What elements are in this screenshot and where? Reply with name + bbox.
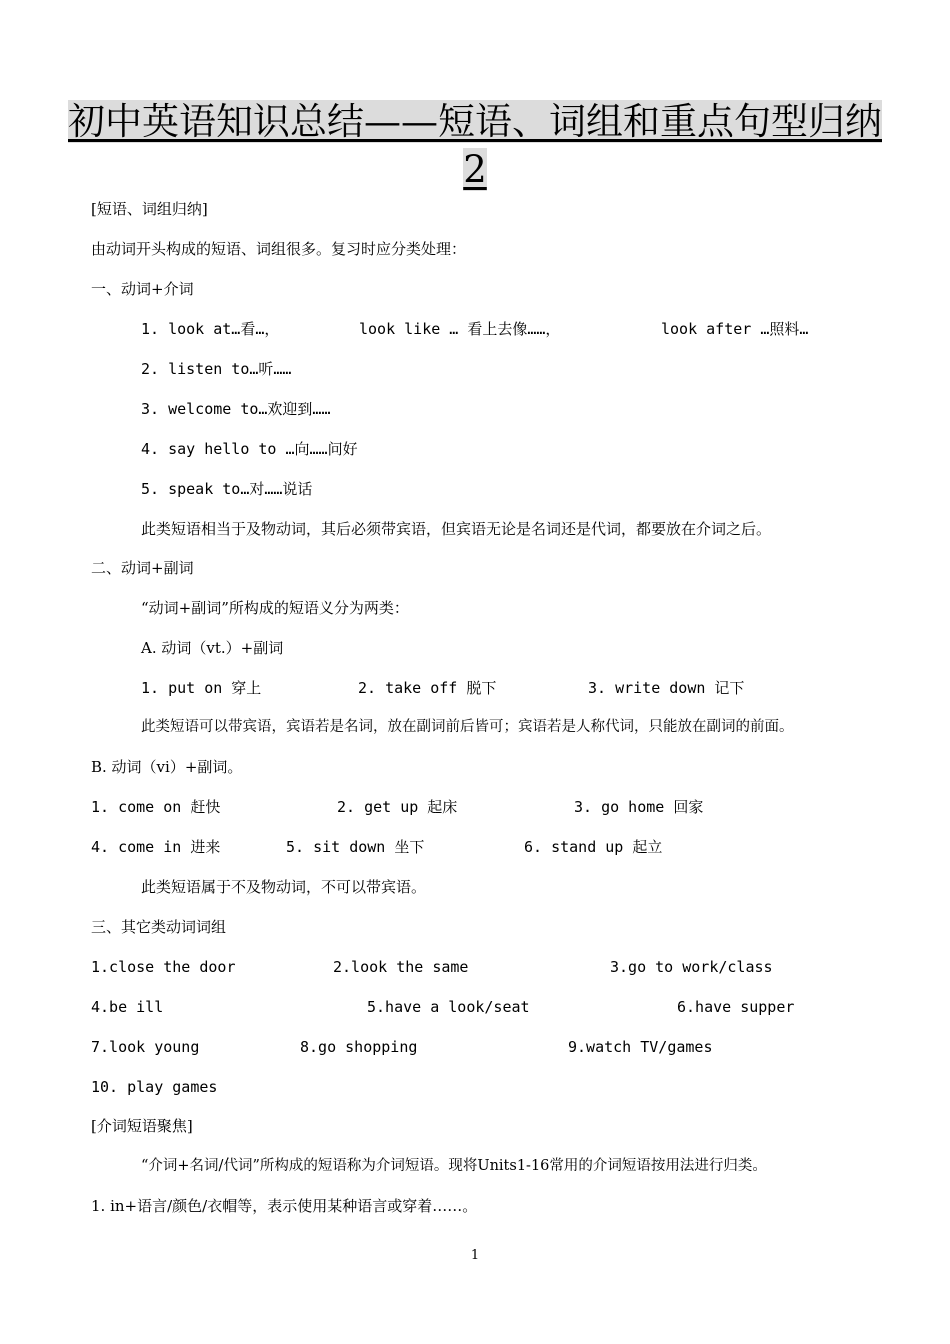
list-item: 1. come on 赶快 — [91, 798, 221, 816]
list-item: 2.look the same — [333, 958, 469, 976]
title-line-2: 2 — [463, 148, 487, 191]
list-item: 8.go shopping — [300, 1038, 418, 1056]
list-item: 3. go home 回家 — [574, 798, 704, 816]
subheading: A. 动词（vt.）+副词 — [141, 639, 284, 657]
list-item: 1.close the door — [91, 958, 236, 976]
list-item: 3. write down 记下 — [588, 679, 745, 697]
list-item: 7.look young — [91, 1038, 200, 1056]
list-item: 2. take off 脱下 — [358, 679, 497, 697]
list-item: 1. put on 穿上 — [141, 679, 262, 697]
section-label: [介词短语聚焦] — [91, 1117, 193, 1135]
section-label: [短语、词组归纳] — [91, 200, 208, 218]
list-item: 2. listen to…听…… — [141, 360, 292, 378]
list-item: 5. sit down 坐下 — [286, 838, 425, 856]
page-number: 1 — [470, 1248, 480, 1263]
list-item: 3. welcome to…欢迎到…… — [141, 400, 331, 418]
list-item: look after …照料… — [661, 320, 809, 338]
list-item: 5. speak to…对……说话 — [141, 480, 313, 498]
list-item: 10. play games — [91, 1078, 218, 1096]
subheading: B. 动词（vi）+副词。 — [91, 758, 243, 776]
list-item: 9.watch TV/games — [568, 1038, 713, 1056]
page-title — [60, 98, 890, 194]
paragraph: 此类短语属于不及物动词，不可以带宾语。 — [141, 878, 427, 896]
paragraph: “动词+副词”所构成的短语义分为两类： — [141, 599, 409, 617]
list-item: look like … 看上去像……， — [359, 320, 561, 338]
paragraph: 此类短语可以带宾语，宾语若是名词，放在副词前后皆可；宾语若是人称代词，只能放在副词的前面。 — [141, 719, 794, 735]
section-heading: 三、其它类动词词组 — [91, 918, 227, 936]
list-item: 2. get up 起床 — [337, 798, 458, 816]
list-item: 1. look at…看…， — [141, 320, 280, 338]
section-heading: 二、动词+副词 — [91, 559, 194, 577]
title-line-1: 初中英语知识总结——短语、词组和重点句型归纳 — [68, 100, 882, 143]
list-item: 4. come in 进来 — [91, 838, 221, 856]
list-item: 4. say hello to …向……问好 — [141, 440, 358, 458]
list-item: 5.have a look/seat — [367, 998, 530, 1016]
paragraph: 此类短语相当于及物动词，其后必须带宾语，但宾语无论是名词还是代词，都要放在介词之后。 — [141, 520, 772, 538]
list-item: 6. stand up 起立 — [524, 838, 663, 856]
section-heading: 一、动词+介词 — [91, 280, 194, 298]
list-item: 4.be ill — [91, 998, 164, 1016]
paragraph: “介词+名词/代词”所构成的短语称为介词短语。现将Units1-16常用的介词短语按用法进行归类。 — [141, 1158, 767, 1174]
list-item: 3.go to work/class — [610, 958, 773, 976]
paragraph: 1. in+语言/颜色/衣帽等，表示使用某种语言或穿着……。 — [91, 1197, 478, 1215]
paragraph: 由动词开头构成的短语、词组很多。复习时应分类处理： — [91, 240, 467, 258]
list-item: 6.have supper — [677, 998, 795, 1016]
